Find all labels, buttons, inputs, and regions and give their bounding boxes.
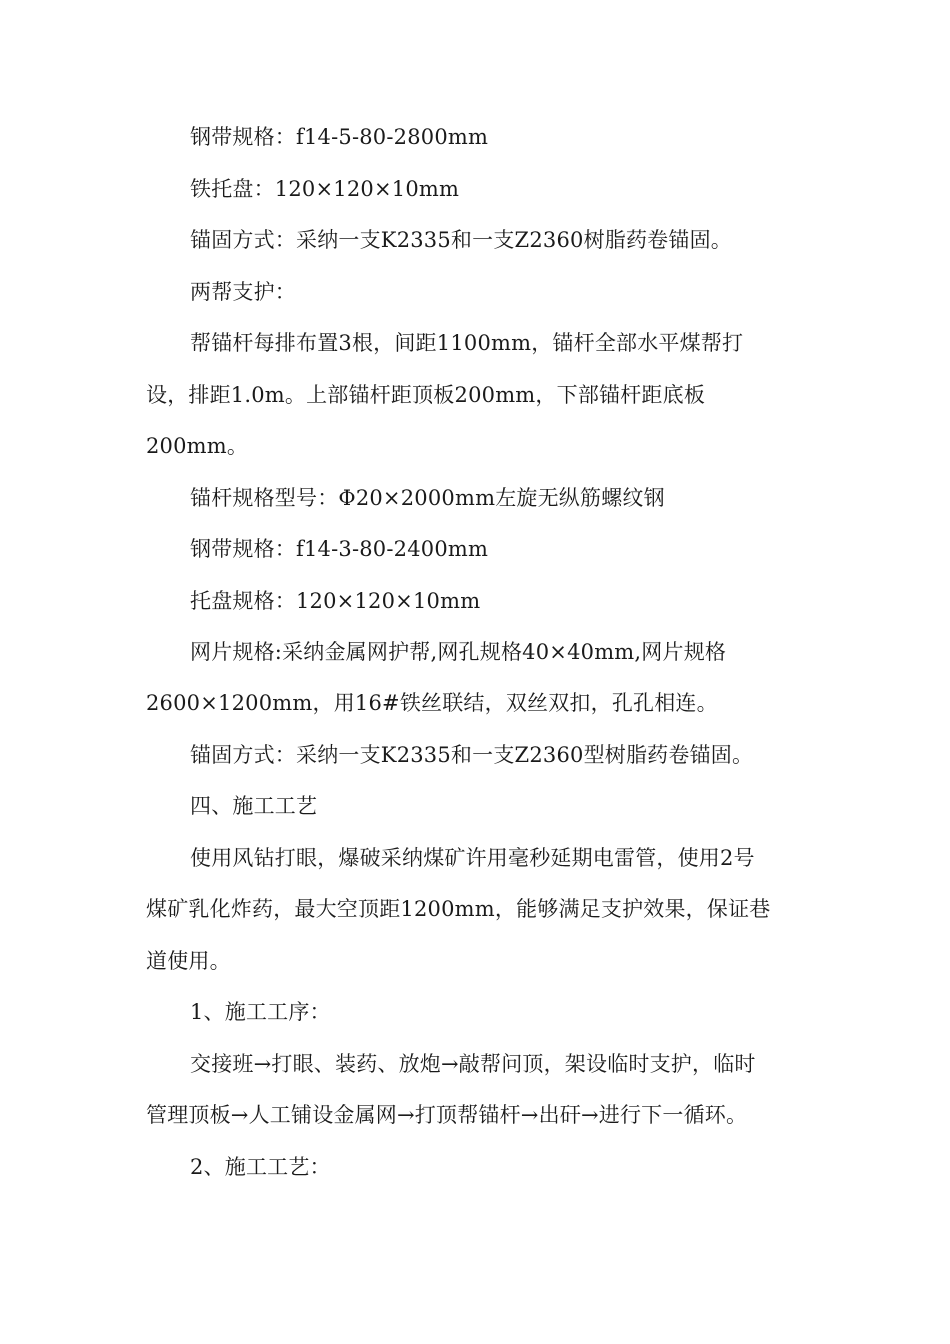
text-line: 网片规格:采纳金属网护帮,网孔规格40×40mm,网片规格 [190, 640, 727, 664]
subsection-heading: 2、施工工艺： [190, 1155, 331, 1179]
subsection-heading: 1、施工工序： [190, 1000, 331, 1024]
text-line: 锚杆规格型号：Φ20×2000mm左旋无纵筋螺纹钢 [190, 486, 665, 510]
section-heading: 四、施工工艺 [190, 794, 318, 818]
section-heading: 两帮支护： [190, 280, 296, 304]
text-line: 锚固方式：采纳一支K2335和一支Z2360型树脂药卷锚固。 [190, 743, 754, 767]
text-line: 锚固方式：采纳一支K2335和一支Z2360树脂药卷锚固。 [190, 228, 732, 252]
text-line: 铁托盘：120×120×10mm [190, 177, 460, 201]
text-line: 道使用。 [146, 949, 231, 973]
text-line: 帮锚杆每排布置3根，间距1100mm，锚杆全部水平煤帮打 [190, 331, 744, 355]
text-line: 管理顶板→人工铺设金属网→打顶帮锚杆→出矸→进行下一循环。 [146, 1103, 748, 1127]
text-line: 2600×1200mm，用16#铁丝联结，双丝双扣，孔孔相连。 [146, 691, 718, 715]
text-line: 钢带规格：f14-5-80-2800mm [190, 125, 489, 149]
text-line: 交接班→打眼、装药、放炮→敲帮问顶，架设临时支护，临时 [190, 1052, 756, 1076]
text-line: 200mm。 [146, 434, 249, 458]
text-line: 设，排距1.0m。上部锚杆距顶板200mm，下部锚杆距底板 [146, 383, 706, 407]
text-line: 煤矿乳化炸药，最大空顶距1200mm，能够满足支护效果，保证巷 [146, 897, 771, 921]
text-line: 钢带规格：f14-3-80-2400mm [190, 537, 489, 561]
text-line: 托盘规格：120×120×10mm [190, 589, 481, 613]
text-line: 使用风钻打眼，爆破采纳煤矿许用毫秒延期电雷管，使用2号 [190, 846, 755, 870]
